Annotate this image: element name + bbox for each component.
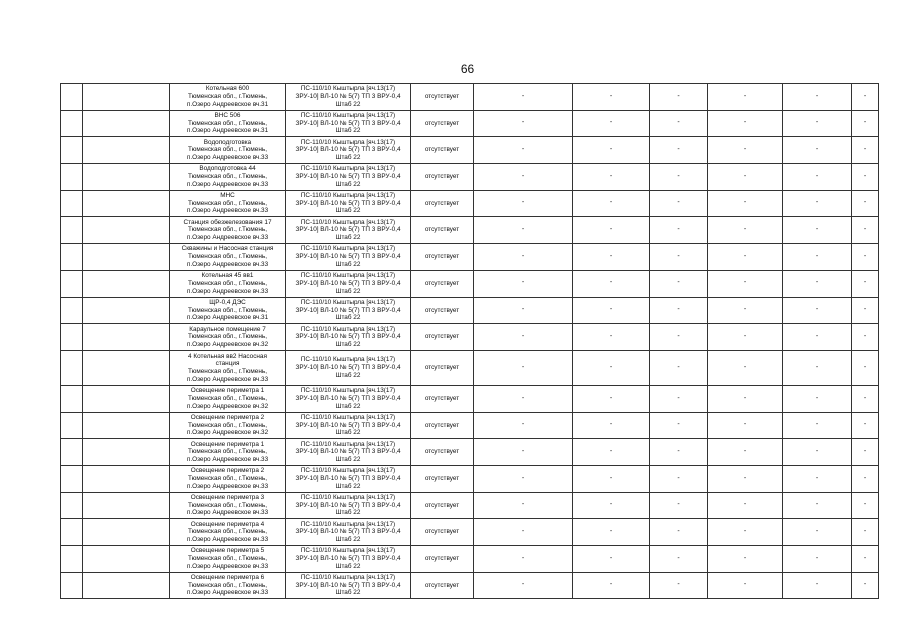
dash-cell: - <box>783 439 852 466</box>
table-row <box>61 297 879 324</box>
table-row <box>61 164 879 191</box>
dash-cell: - <box>573 297 650 324</box>
row-number-cell <box>83 572 170 599</box>
status-cell: отсутствует <box>411 385 474 412</box>
dash-cell: - <box>474 244 573 271</box>
object-name-cell: Освещение периметра 1 Тюменская обл., г.Тюмень, п.Озеро Андреевское вч.33 <box>170 439 286 466</box>
feed-source-cell: ПС-110/10 Кыштырла [яч.13(17) ЗРУ-10] ВЛ-10 № 5(7) ТП 3 ВРУ-0,4 Штаб 22 <box>286 297 411 324</box>
dash-cell: - <box>852 492 879 519</box>
feed-source-cell: ПС-110/10 Кыштырла [яч.13(17) ЗРУ-10] ВЛ-10 № 5(7) ТП 3 ВРУ-0,4 Штаб 22 <box>286 350 411 385</box>
dash-cell: - <box>783 297 852 324</box>
object-name-cell: Освещение периметра 5 Тюменская обл., г.Тюмень, п.Озеро Андреевское вч.33 <box>170 546 286 573</box>
status-cell: отсутствует <box>411 137 474 164</box>
dash-cell: - <box>474 465 573 492</box>
table-row <box>61 492 879 519</box>
dash-cell: - <box>852 217 879 244</box>
row-number-cell <box>83 465 170 492</box>
table-row <box>61 244 879 271</box>
dash-cell: - <box>474 546 573 573</box>
dash-cell: - <box>783 217 852 244</box>
dash-cell: - <box>474 350 573 385</box>
status-cell: отсутствует <box>411 190 474 217</box>
dash-cell: - <box>474 385 573 412</box>
dash-cell: - <box>708 244 783 271</box>
dash-cell: - <box>650 546 708 573</box>
row-index-cell <box>61 519 83 546</box>
row-index-cell <box>61 412 83 439</box>
object-name-cell: Освещение периметра 1 Тюменская обл., г.Тюмень, п.Озеро Андреевское вч.32 <box>170 385 286 412</box>
dash-cell: - <box>474 190 573 217</box>
row-number-cell <box>83 110 170 137</box>
dash-cell: - <box>783 465 852 492</box>
row-index-cell <box>61 572 83 599</box>
row-number-cell <box>83 137 170 164</box>
dash-cell: - <box>852 519 879 546</box>
row-number-cell <box>83 492 170 519</box>
feed-source-cell: ПС-110/10 Кыштырла [яч.13(17) ЗРУ-10] ВЛ-10 № 5(7) ТП 3 ВРУ-0,4 Штаб 22 <box>286 412 411 439</box>
status-cell: отсутствует <box>411 350 474 385</box>
dash-cell: - <box>573 385 650 412</box>
dash-cell: - <box>573 270 650 297</box>
object-name-cell: ЩР-0,4 ДЭС Тюменская обл., г.Тюмень, п.Озеро Андреевское вч.31 <box>170 297 286 324</box>
status-cell: отсутствует <box>411 412 474 439</box>
dash-cell: - <box>573 572 650 599</box>
status-cell: отсутствует <box>411 244 474 271</box>
row-number-cell <box>83 519 170 546</box>
status-cell: отсутствует <box>411 546 474 573</box>
dash-cell: - <box>708 572 783 599</box>
row-number-cell <box>83 385 170 412</box>
dash-cell: - <box>650 164 708 191</box>
dash-cell: - <box>852 270 879 297</box>
row-index-cell <box>61 190 83 217</box>
dash-cell: - <box>852 164 879 191</box>
status-cell: отсутствует <box>411 270 474 297</box>
row-number-cell <box>83 190 170 217</box>
row-number-cell <box>83 244 170 271</box>
dash-cell: - <box>650 492 708 519</box>
row-number-cell <box>83 217 170 244</box>
dash-cell: - <box>474 270 573 297</box>
status-cell: отсутствует <box>411 324 474 351</box>
dash-cell: - <box>852 546 879 573</box>
dash-cell: - <box>852 110 879 137</box>
feed-source-cell: ПС-110/10 Кыштырла [яч.13(17) ЗРУ-10] ВЛ-10 № 5(7) ТП 3 ВРУ-0,4 Штаб 22 <box>286 244 411 271</box>
dash-cell: - <box>650 439 708 466</box>
object-name-cell: Освещение периметра 3 Тюменская обл., г.Тюмень, п.Озеро Андреевское вч.33 <box>170 492 286 519</box>
dash-cell: - <box>573 519 650 546</box>
dash-cell: - <box>783 190 852 217</box>
object-name-cell: Станция обезжелезования 17 Тюменская обл., г.Тюмень, п.Озеро Андреевское вч.33 <box>170 217 286 244</box>
dash-cell: - <box>650 190 708 217</box>
dash-cell: - <box>783 84 852 111</box>
table-body <box>61 84 879 599</box>
dash-cell: - <box>474 110 573 137</box>
dash-cell: - <box>573 84 650 111</box>
row-number-cell <box>83 439 170 466</box>
object-name-cell: Освещение периметра 2 Тюменская обл., г.Тюмень, п.Озеро Андреевское вч.33 <box>170 465 286 492</box>
object-name-cell: Освещение периметра 6 Тюменская обл., г.Тюмень, п.Озеро Андреевское вч.33 <box>170 572 286 599</box>
dash-cell: - <box>573 164 650 191</box>
dash-cell: - <box>708 297 783 324</box>
status-cell: отсутствует <box>411 217 474 244</box>
row-index-cell <box>61 84 83 111</box>
dash-cell: - <box>650 244 708 271</box>
table-row <box>61 270 879 297</box>
row-number-cell <box>83 164 170 191</box>
object-name-cell: ВНС 506 Тюменская обл., г.Тюмень, п.Озеро Андреевское вч.31 <box>170 110 286 137</box>
dash-cell: - <box>708 270 783 297</box>
dash-cell: - <box>650 412 708 439</box>
table-row <box>61 350 879 385</box>
row-index-cell <box>61 439 83 466</box>
status-cell: отсутствует <box>411 572 474 599</box>
dash-cell: - <box>474 137 573 164</box>
dash-cell: - <box>573 190 650 217</box>
dash-cell: - <box>708 546 783 573</box>
row-index-cell <box>61 110 83 137</box>
dash-cell: - <box>650 217 708 244</box>
status-cell: отсутствует <box>411 492 474 519</box>
dash-cell: - <box>852 412 879 439</box>
table-row <box>61 324 879 351</box>
table-row <box>61 465 879 492</box>
status-cell: отсутствует <box>411 519 474 546</box>
table-row <box>61 217 879 244</box>
row-number-cell <box>83 412 170 439</box>
dash-cell: - <box>573 324 650 351</box>
status-cell: отсутствует <box>411 110 474 137</box>
object-name-cell: Освещение периметра 4 Тюменская обл., г.Тюмень, п.Озеро Андреевское вч.33 <box>170 519 286 546</box>
object-name-cell: Котельная 600 Тюменская обл., г.Тюмень, п.Озеро Андреевское вч.31 <box>170 84 286 111</box>
table-row <box>61 519 879 546</box>
dash-cell: - <box>708 350 783 385</box>
status-cell: отсутствует <box>411 297 474 324</box>
dash-cell: - <box>708 164 783 191</box>
dash-cell: - <box>852 137 879 164</box>
row-number-cell <box>83 546 170 573</box>
dash-cell: - <box>852 84 879 111</box>
row-index-cell <box>61 324 83 351</box>
dash-cell: - <box>783 412 852 439</box>
row-index-cell <box>61 137 83 164</box>
page-number: 66 <box>460 62 475 76</box>
table-row <box>61 190 879 217</box>
dash-cell: - <box>573 465 650 492</box>
feed-source-cell: ПС-110/10 Кыштырла [яч.13(17) ЗРУ-10] ВЛ-10 № 5(7) ТП 3 ВРУ-0,4 Штаб 22 <box>286 84 411 111</box>
feed-source-cell: ПС-110/10 Кыштырла [яч.13(17) ЗРУ-10] ВЛ-10 № 5(7) ТП 3 ВРУ-0,4 Штаб 22 <box>286 572 411 599</box>
dash-cell: - <box>474 217 573 244</box>
feed-source-cell: ПС-110/10 Кыштырла [яч.13(17) ЗРУ-10] ВЛ-10 № 5(7) ТП 3 ВРУ-0,4 Штаб 22 <box>286 519 411 546</box>
dash-cell: - <box>650 270 708 297</box>
object-name-cell: МНС Тюменская обл., г.Тюмень, п.Озеро Андреевское вч.33 <box>170 190 286 217</box>
dash-cell: - <box>783 244 852 271</box>
object-name-cell: Водоподготовка 44 Тюменская обл., г.Тюмень, п.Озеро Андреевское вч.33 <box>170 164 286 191</box>
row-index-cell <box>61 465 83 492</box>
dash-cell: - <box>783 137 852 164</box>
dash-cell: - <box>708 385 783 412</box>
dash-cell: - <box>708 465 783 492</box>
dash-cell: - <box>852 350 879 385</box>
dash-cell: - <box>573 137 650 164</box>
dash-cell: - <box>783 270 852 297</box>
dash-cell: - <box>474 492 573 519</box>
feed-source-cell: ПС-110/10 Кыштырла [яч.13(17) ЗРУ-10] ВЛ-10 № 5(7) ТП 3 ВРУ-0,4 Штаб 22 <box>286 546 411 573</box>
dash-cell: - <box>708 412 783 439</box>
dash-cell: - <box>852 465 879 492</box>
dash-cell: - <box>474 297 573 324</box>
dash-cell: - <box>783 324 852 351</box>
dash-cell: - <box>474 164 573 191</box>
dash-cell: - <box>474 324 573 351</box>
dash-cell: - <box>650 137 708 164</box>
dash-cell: - <box>573 492 650 519</box>
object-name-cell: 4 Котельная вв2 Насосная станция Тюменская обл., г.Тюмень, п.Озеро Андреевское вч.33 <box>170 350 286 385</box>
dash-cell: - <box>783 492 852 519</box>
object-name-cell: Скважины и Насосная станция Тюменская обл., г.Тюмень, п.Озеро Андреевское вч.33 <box>170 244 286 271</box>
table-row <box>61 412 879 439</box>
table-row <box>61 385 879 412</box>
dash-cell: - <box>573 110 650 137</box>
feed-source-cell: ПС-110/10 Кыштырла [яч.13(17) ЗРУ-10] ВЛ-10 № 5(7) ТП 3 ВРУ-0,4 Штаб 22 <box>286 324 411 351</box>
row-index-cell <box>61 270 83 297</box>
dash-cell: - <box>474 572 573 599</box>
dash-cell: - <box>650 297 708 324</box>
feed-source-cell: ПС-110/10 Кыштырла [яч.13(17) ЗРУ-10] ВЛ-10 № 5(7) ТП 3 ВРУ-0,4 Штаб 22 <box>286 110 411 137</box>
status-cell: отсутствует <box>411 439 474 466</box>
object-name-cell: Котельная 45 вв1 Тюменская обл., г.Тюмень, п.Озеро Андреевское вч.33 <box>170 270 286 297</box>
dash-cell: - <box>852 324 879 351</box>
feed-source-cell: ПС-110/10 Кыштырла [яч.13(17) ЗРУ-10] ВЛ-10 № 5(7) ТП 3 ВРУ-0,4 Штаб 22 <box>286 492 411 519</box>
row-index-cell <box>61 244 83 271</box>
feed-source-cell: ПС-110/10 Кыштырла [яч.13(17) ЗРУ-10] ВЛ-10 № 5(7) ТП 3 ВРУ-0,4 Штаб 22 <box>286 164 411 191</box>
dash-cell: - <box>708 84 783 111</box>
dash-cell: - <box>650 324 708 351</box>
object-name-cell: Караульное помещение 7 Тюменская обл., г.Тюмень, п.Озеро Андреевское вч.32 <box>170 324 286 351</box>
table-row <box>61 546 879 573</box>
dash-cell: - <box>708 110 783 137</box>
row-number-cell <box>83 270 170 297</box>
dash-cell: - <box>852 244 879 271</box>
consumers-table <box>60 83 879 599</box>
dash-cell: - <box>650 519 708 546</box>
row-index-cell <box>61 385 83 412</box>
status-cell: отсутствует <box>411 84 474 111</box>
dash-cell: - <box>783 546 852 573</box>
dash-cell: - <box>474 84 573 111</box>
row-index-cell <box>61 546 83 573</box>
feed-source-cell: ПС-110/10 Кыштырла [яч.13(17) ЗРУ-10] ВЛ-10 № 5(7) ТП 3 ВРУ-0,4 Штаб 22 <box>286 439 411 466</box>
table-row <box>61 137 879 164</box>
dash-cell: - <box>783 110 852 137</box>
dash-cell: - <box>650 465 708 492</box>
dash-cell: - <box>708 519 783 546</box>
dash-cell: - <box>708 324 783 351</box>
dash-cell: - <box>573 412 650 439</box>
object-name-cell: Водоподготовка Тюменская обл., г.Тюмень, п.Озеро Андреевское вч.33 <box>170 137 286 164</box>
dash-cell: - <box>573 244 650 271</box>
dash-cell: - <box>852 439 879 466</box>
dash-cell: - <box>708 492 783 519</box>
dash-cell: - <box>650 572 708 599</box>
feed-source-cell: ПС-110/10 Кыштырла [яч.13(17) ЗРУ-10] ВЛ-10 № 5(7) ТП 3 ВРУ-0,4 Штаб 22 <box>286 385 411 412</box>
row-number-cell <box>83 297 170 324</box>
dash-cell: - <box>708 137 783 164</box>
row-index-cell <box>61 164 83 191</box>
dash-cell: - <box>573 546 650 573</box>
dash-cell: - <box>573 217 650 244</box>
row-index-cell <box>61 217 83 244</box>
dash-cell: - <box>783 519 852 546</box>
table-row <box>61 84 879 111</box>
feed-source-cell: ПС-110/10 Кыштырла [яч.13(17) ЗРУ-10] ВЛ-10 № 5(7) ТП 3 ВРУ-0,4 Штаб 22 <box>286 137 411 164</box>
dash-cell: - <box>573 439 650 466</box>
row-index-cell <box>61 350 83 385</box>
feed-source-cell: ПС-110/10 Кыштырла [яч.13(17) ЗРУ-10] ВЛ-10 № 5(7) ТП 3 ВРУ-0,4 Штаб 22 <box>286 465 411 492</box>
dash-cell: - <box>708 190 783 217</box>
dash-cell: - <box>650 385 708 412</box>
dash-cell: - <box>650 110 708 137</box>
row-index-cell <box>61 297 83 324</box>
dash-cell: - <box>783 350 852 385</box>
dash-cell: - <box>474 412 573 439</box>
dash-cell: - <box>474 519 573 546</box>
dash-cell: - <box>650 84 708 111</box>
row-number-cell <box>83 84 170 111</box>
feed-source-cell: ПС-110/10 Кыштырла [яч.13(17) ЗРУ-10] ВЛ-10 № 5(7) ТП 3 ВРУ-0,4 Штаб 22 <box>286 270 411 297</box>
table-row <box>61 110 879 137</box>
dash-cell: - <box>573 350 650 385</box>
table-row <box>61 572 879 599</box>
dash-cell: - <box>650 350 708 385</box>
status-cell: отсутствует <box>411 465 474 492</box>
feed-source-cell: ПС-110/10 Кыштырла [яч.13(17) ЗРУ-10] ВЛ-10 № 5(7) ТП 3 ВРУ-0,4 Штаб 22 <box>286 190 411 217</box>
feed-source-cell: ПС-110/10 Кыштырла [яч.13(17) ЗРУ-10] ВЛ-10 № 5(7) ТП 3 ВРУ-0,4 Штаб 22 <box>286 217 411 244</box>
dash-cell: - <box>852 190 879 217</box>
status-cell: отсутствует <box>411 164 474 191</box>
dash-cell: - <box>708 439 783 466</box>
table-row <box>61 439 879 466</box>
dash-cell: - <box>783 164 852 191</box>
dash-cell: - <box>852 297 879 324</box>
row-number-cell <box>83 350 170 385</box>
dash-cell: - <box>783 385 852 412</box>
object-name-cell: Освещение периметра 2 Тюменская обл., г.Тюмень, п.Озеро Андреевское вч.32 <box>170 412 286 439</box>
row-index-cell <box>61 492 83 519</box>
dash-cell: - <box>783 572 852 599</box>
dash-cell: - <box>852 572 879 599</box>
dash-cell: - <box>474 439 573 466</box>
dash-cell: - <box>852 385 879 412</box>
dash-cell: - <box>708 217 783 244</box>
row-number-cell <box>83 324 170 351</box>
